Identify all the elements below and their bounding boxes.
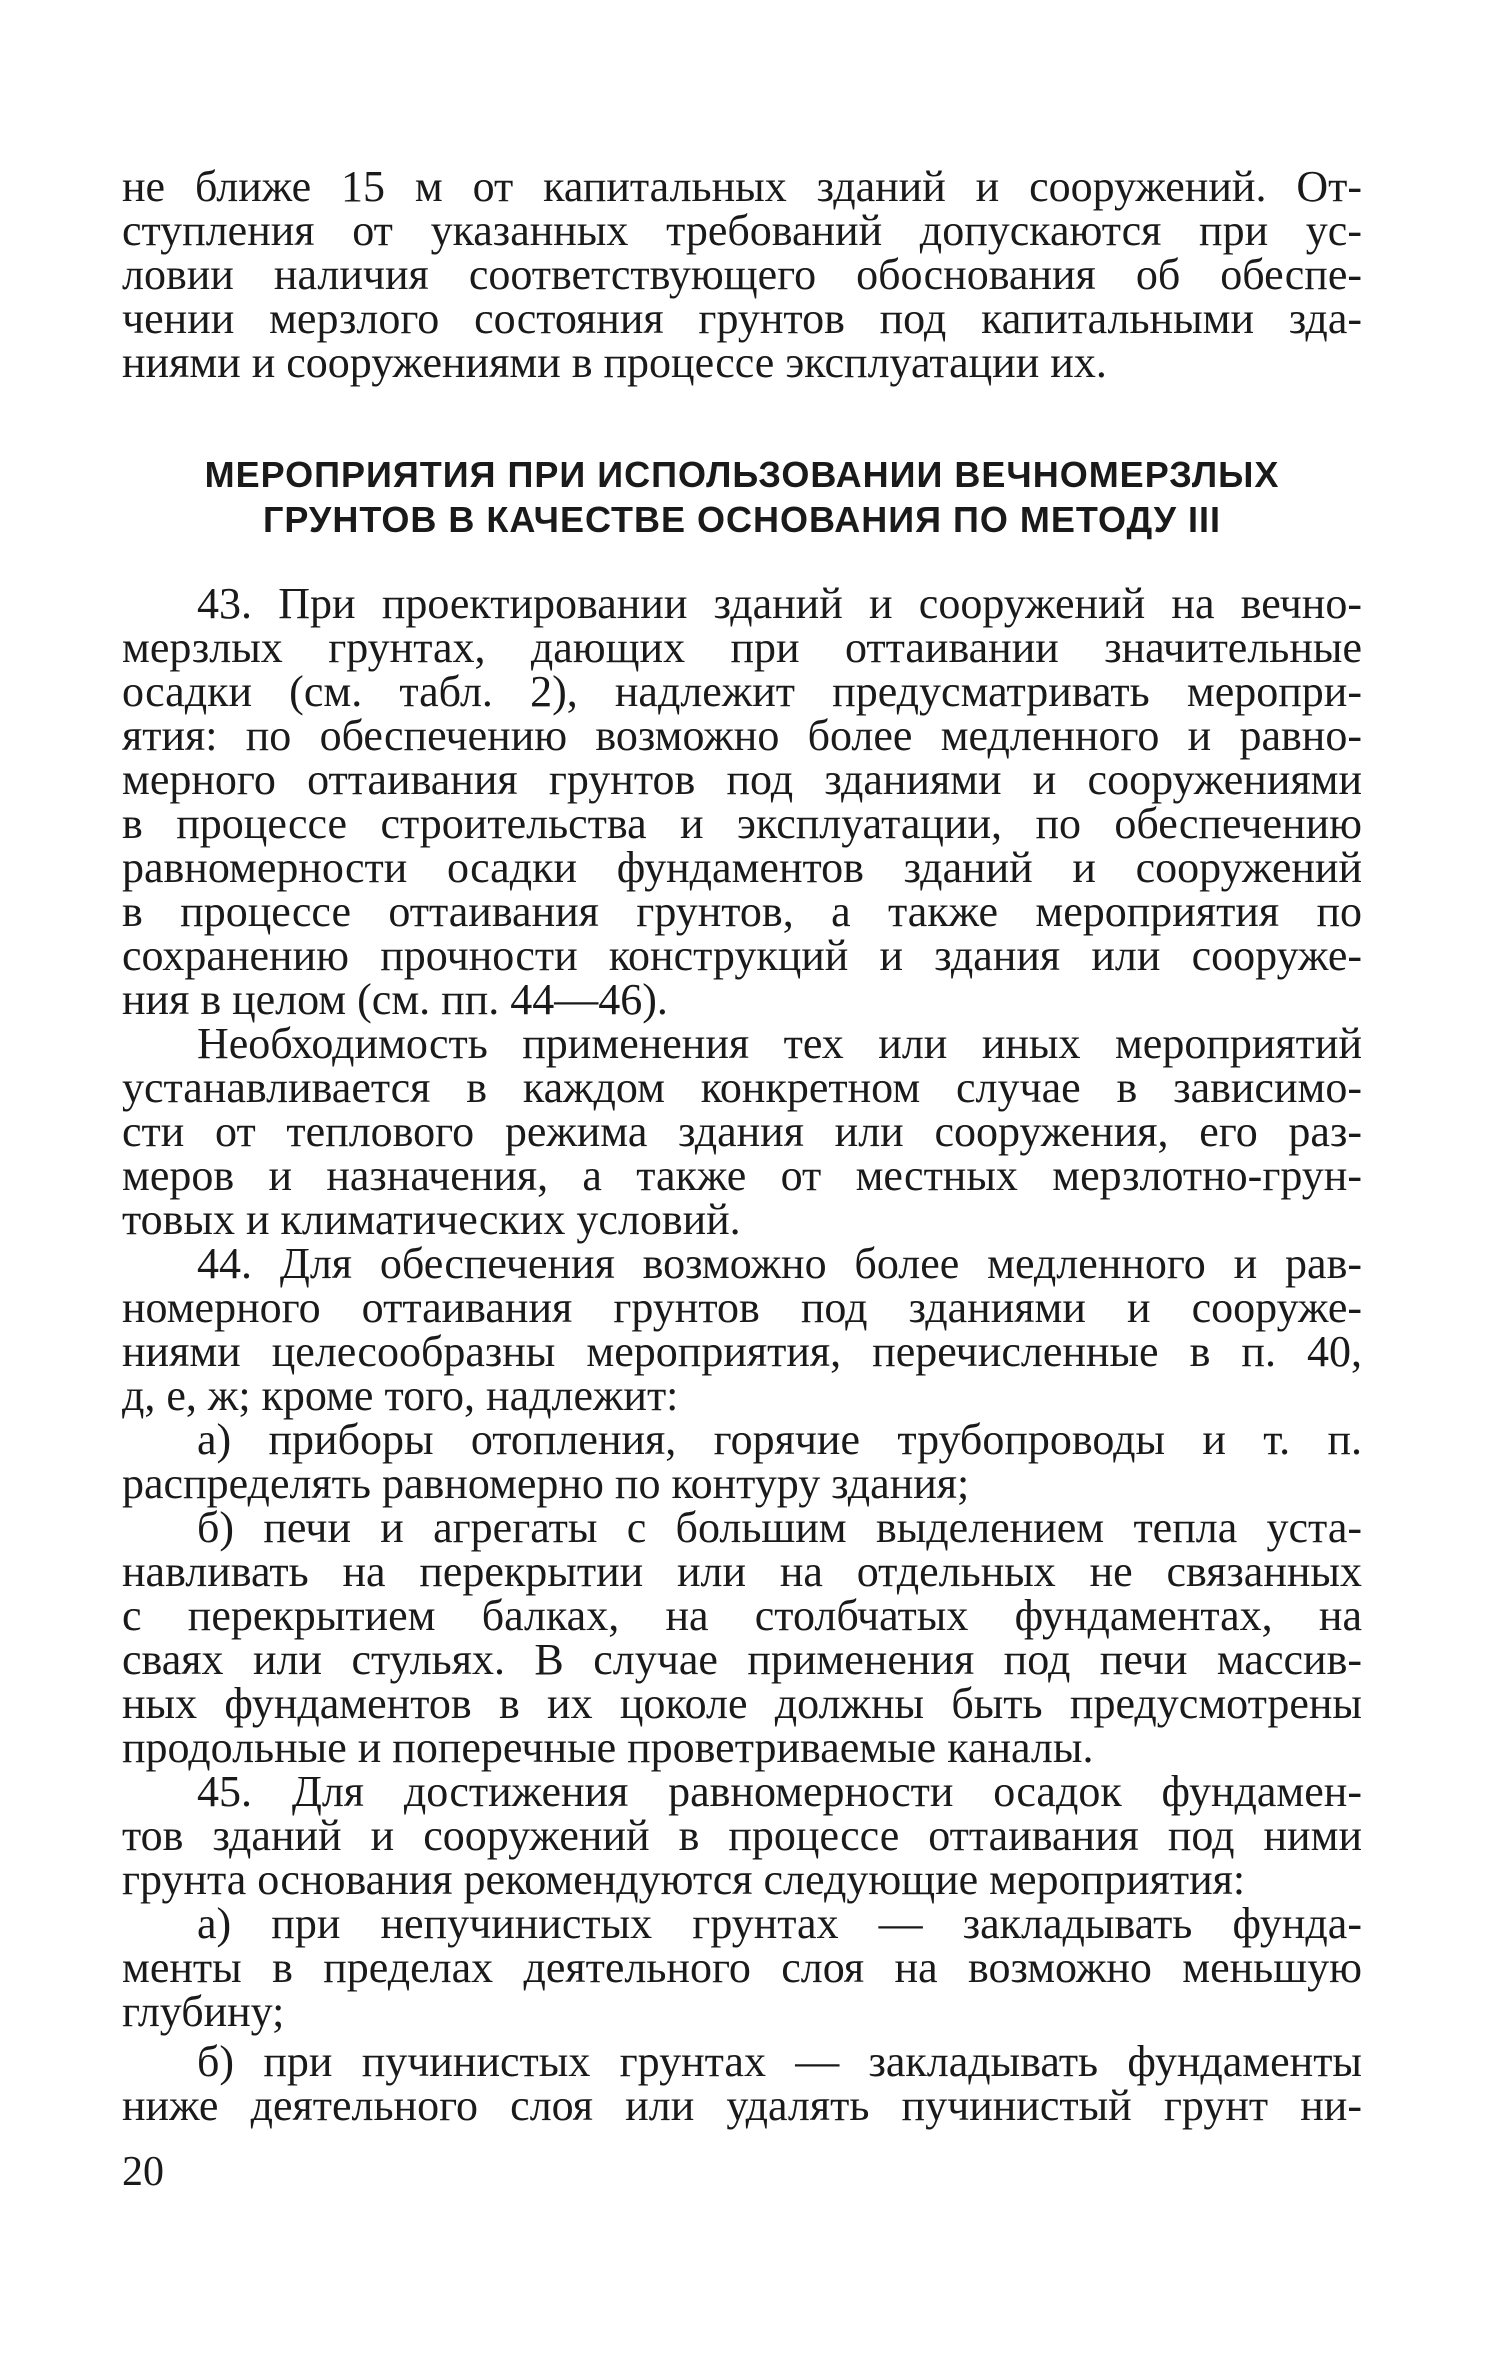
text-line: б) при пучинистых грунтах — закладывать фундаменты [197,2037,1362,2086]
text-line: б) печи и агрегаты с большим выделением тепла уста- [197,1503,1362,1552]
text-line: мерного оттаивания грунтов под зданиями и сооружениями [122,755,1362,804]
text-line: меров и назначения, а также от местных мерзлотно-грун- [122,1151,1362,1200]
text-line: ниями целесообразны мероприятия, перечисленные в п. 40, [122,1327,1362,1376]
text-line: 44. Для обеспечения возможно более медленного и рав- [197,1239,1362,1288]
text-line: не ближе 15 м от капитальных зданий и сооружений. От- [122,162,1362,211]
text-line: мерзлых грунтах, дающих при оттаивании значительные [122,623,1362,672]
text-line: ниями и сооружениями в процессе эксплуатации их. [122,338,1107,387]
section-heading: МЕРОПРИЯТИЯ ПРИ ИСПОЛЬЗОВАНИИ ВЕЧНОМЕРЗЛЫХ [204,454,1280,495]
text-line: ных фундаментов в их цоколе должны быть предусмотрены [122,1679,1362,1728]
text-line: а) приборы отопления, горячие трубопроводы и т. п. [197,1415,1362,1464]
text-line: в процессе строительства и эксплуатации, по обеспечению [122,799,1362,848]
text-line: товых и климатических условий. [122,1195,741,1244]
text-line: распределять равномерно по контуру здания; [122,1459,970,1508]
text-line: номерного оттаивания грунтов под зданиями и сооруже- [122,1283,1362,1332]
text-line: ния в целом (см. пп. 44—46). [122,975,668,1024]
text-line: д, е, ж; кроме того, надлежит: [122,1371,679,1420]
text-line: равномерности осадки фундаментов зданий и сооружений [122,843,1362,892]
text-line: 45. Для достижения равномерности осадок фундамен- [197,1767,1362,1816]
text-line: менты в пределах деятельного слоя на возможно меньшую [122,1943,1362,1992]
text-line: продольные и поперечные проветриваемые каналы. [122,1723,1094,1772]
text-line: ниже деятельного слоя или удалять пучинистый грунт ни- [122,2081,1362,2130]
text-line: Необходимость применения тех или иных мероприятий [197,1019,1362,1068]
text-line: осадки (см. табл. 2), надлежит предусматривать меропри- [122,667,1362,716]
text-line: грунта основания рекомендуются следующие мероприятия: [122,1855,1246,1904]
text-line: сти от теплового режима здания или сооружения, его раз- [122,1107,1362,1156]
page-number: 20 [122,2149,164,2195]
text-line: сваях или стульях. В случае применения под печи массив- [122,1635,1362,1684]
text-line: а) при непучинистых грунтах — закладывать фунда- [197,1899,1362,1948]
text-line: глубину; [122,1987,285,2036]
text-line: сохранению прочности конструкций и здания или сооруже- [122,931,1362,980]
text-line: ловии наличия соответствующего обоснования об обеспе- [122,250,1362,299]
text-line: ятия: по обеспечению возможно более медленного и равно- [122,711,1362,760]
text-line: 43. При проектировании зданий и сооружений на вечно- [197,579,1362,628]
text-line: тов зданий и сооружений в процессе оттаивания под ними [122,1811,1362,1860]
text-line: ступления от указанных требований допускаются при ус- [122,206,1362,255]
section-heading: ГРУНТОВ В КАЧЕСТВЕ ОСНОВАНИЯ ПО МЕТОДУ III [262,499,1221,540]
text-line: устанавливается в каждом конкретном случае в зависимо- [122,1063,1362,1112]
text-line: чении мерзлого состояния грунтов под капитальными зда- [122,294,1362,343]
text-line: с перекрытием балках, на столбчатых фундаментах, на [122,1591,1362,1640]
text-line: навливать на перекрытии или на отдельных не связанных [122,1547,1362,1596]
text-line: в процессе оттаивания грунтов, а также мероприятия по [122,887,1362,936]
